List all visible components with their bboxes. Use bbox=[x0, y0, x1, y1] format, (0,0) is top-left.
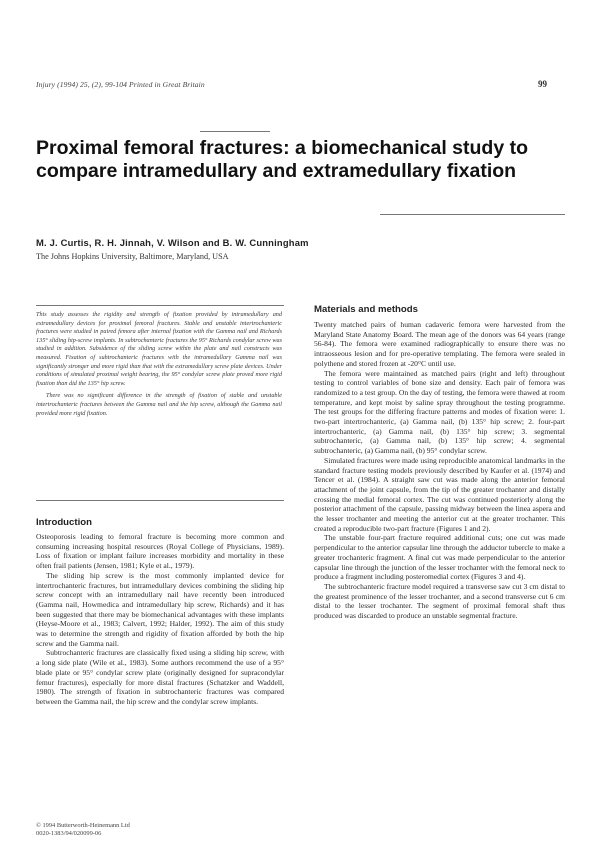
body-paragraph: Simulated fractures were made using reproducible anatomical landmarks in the standard fracture testing models previously described by Kaufer et al. (1974) and Tencer et al. (1984). A straight saw cut was made along the anterior femoral attachment of the joint capsule, from the tip of the greater trochanter and distally crossing the medial femoral cortex. The cut was continued posteriorly along the posterior attachment of the capsule, passing midway between the linea aspera and the lesser trochanter and meeting the anterior cut at the greater trochanter. This created a reproducible two-part fracture (Figures 1 and 2). bbox=[314, 455, 565, 533]
journal-running-header: Injury (1994) 25, (2), 99-104 Printed in Great Britain bbox=[36, 80, 205, 89]
body-paragraph: The unstable four-part fracture required additional cuts; one cut was made perpendicular to the anterior capsular line through the adductor tubercle to make a greater trochanteric fragment. A final cut was made perpendicular to the anterior capsular line through the junction of the lesser trochanter with the femoral neck to produce a fragment including posteromedial cortex (Figures 3 and 4). bbox=[314, 533, 565, 582]
copyright-notice bbox=[36, 822, 286, 838]
abstract bbox=[36, 311, 282, 422]
copyright-line: © 1994 Butterworth-Heinemann Ltd bbox=[36, 822, 130, 829]
abstract-bottom-rule bbox=[36, 500, 284, 501]
author-list: M. J. Curtis, R. H. Jinnah, V. Wilson and B. W. Cunningham bbox=[36, 237, 309, 248]
title-top-rule bbox=[200, 131, 270, 132]
abstract-paragraph: This study assesses the rigidity and strength of fixation provided by intramedullary and extramedullary devices for proximal femoral fractures. Stable and unstable intertrochanteric fractures were studied in paired femora after internal fixation with the Gamma nail and Richards 135° sliding hip-screw implants. In subtrochanteric fractures the 95° Richards condylar screw was studied in addition. Subsidence of the sliding screw within the plate and nail constructs was measured. Fixation of subtrochanteric fractures with the intramedullary Gamma nail was significantly stronger and more rigid than that with the extramedullary screw plate devices. Under conditions of simulated proximal weight bearing, the 95° condylar screw plate proved more rigid fixation than did the 135° hip screw. bbox=[36, 311, 282, 387]
section-heading-materials-methods: Materials and methods bbox=[314, 304, 418, 315]
article-title: Proximal femoral fractures: a biomechanical study to compare intramedullary and extramedullary fixation bbox=[36, 137, 528, 182]
body-paragraph: Subtrochanteric fractures are classically fixed using a sliding hip screw, with a long side plate (Wile et al., 1983). Some authors recommend the use of a 95° blade plate or 95° condylar screw plate (originally designed for supracondylar femur fractures), especially for more distal fractures (Schatzker and Waddell, 1980). The strength of fixation in subtrochanteric fractures was compared between the Gamma nail, the hip screw and the condylar screw implants. bbox=[36, 648, 284, 706]
introduction-text bbox=[36, 532, 284, 707]
issn-line: 0020-1383/94/020099-06 bbox=[36, 830, 102, 837]
body-paragraph: Twenty matched pairs of human cadaveric femora were harvested from the Maryland State Anatomy Board. The mean age of the donors was 64 years (range 56-84). The femora were examined radiographically to ensure there was no intraosseous lesion and for pre-operative templating. The femora were sealed in polythene and stored frozen at -20°C until use. bbox=[314, 320, 565, 368]
body-paragraph: The femora were maintained as matched pairs (right and left) throughout testing to control variables of bone size and density. Each pair of femora was randomized to a test group. On the day of testing, the femora were thawed at room temperature, and kept moist by saline spray throughout the testing programme. The test groups for the differing fracture patterns and modes of fixation were: 1. two-part intertrochanteric, (a) Gamma nail, (b) 135° hip screw; 2. four-part intertrochanteric, (a) Gamma nail, (b) 135° hip screw; 3. segmental subtrochanteric, (a) Gamma nail, (b) 135° hip screw; 4. segmental subtrochanteric, (a) Gamma nail, (b) 95° condylar screw. bbox=[314, 368, 565, 456]
page-number: 99 bbox=[538, 79, 547, 89]
methods-text bbox=[314, 320, 565, 621]
abstract-paragraph: There was no significant difference in the strength of fixation of stable and unstable intertrochanteric fractures between the Gamma nail and the hip screw, although the Gamma nail provided more rigid fixation. bbox=[36, 392, 282, 417]
body-paragraph: Osteoporosis leading to femoral fracture is becoming more common and consuming increasing hospital resources (Royal College of Physicians, 1989). Loss of fixation or implant failure increases morbidity and mortality in these often frail patients (Jensen, 1981; Kyle et al., 1979). bbox=[36, 532, 284, 571]
author-affiliation: The Johns Hopkins University, Baltimore, Maryland, USA bbox=[36, 252, 229, 261]
section-heading-introduction: Introduction bbox=[36, 517, 92, 528]
title-bottom-rule bbox=[380, 214, 565, 215]
abstract-top-rule bbox=[36, 305, 284, 306]
body-paragraph: The sliding hip screw is the most commonly implanted device for intertrochanteric fractures, but intramedullary devices combining the sliding hip screw concept with an intramedullary nail have recently been introduced (Gamma nail, Howmedica and intramedullary hip screw, Richards) and it has been suggested that there may be biomechanical advantages with these implants (Heyse-Moore et al., 1983; Calvert, 1992; Halder, 1992). The aim of this study was to determine the strength and rigidity of fixation afforded by both the hip screw and the Gamma nail. bbox=[36, 570, 284, 648]
body-paragraph: The subtrochanteric fracture model required a transverse saw cut 3 cm distal to the greatest prominence of the lesser trochanter, and a second transverse cut 6 cm distal to the lesser trochanter. The segment of proximal femoral shaft thus produced was discarded to produce an unstable segmental fracture. bbox=[314, 581, 565, 621]
